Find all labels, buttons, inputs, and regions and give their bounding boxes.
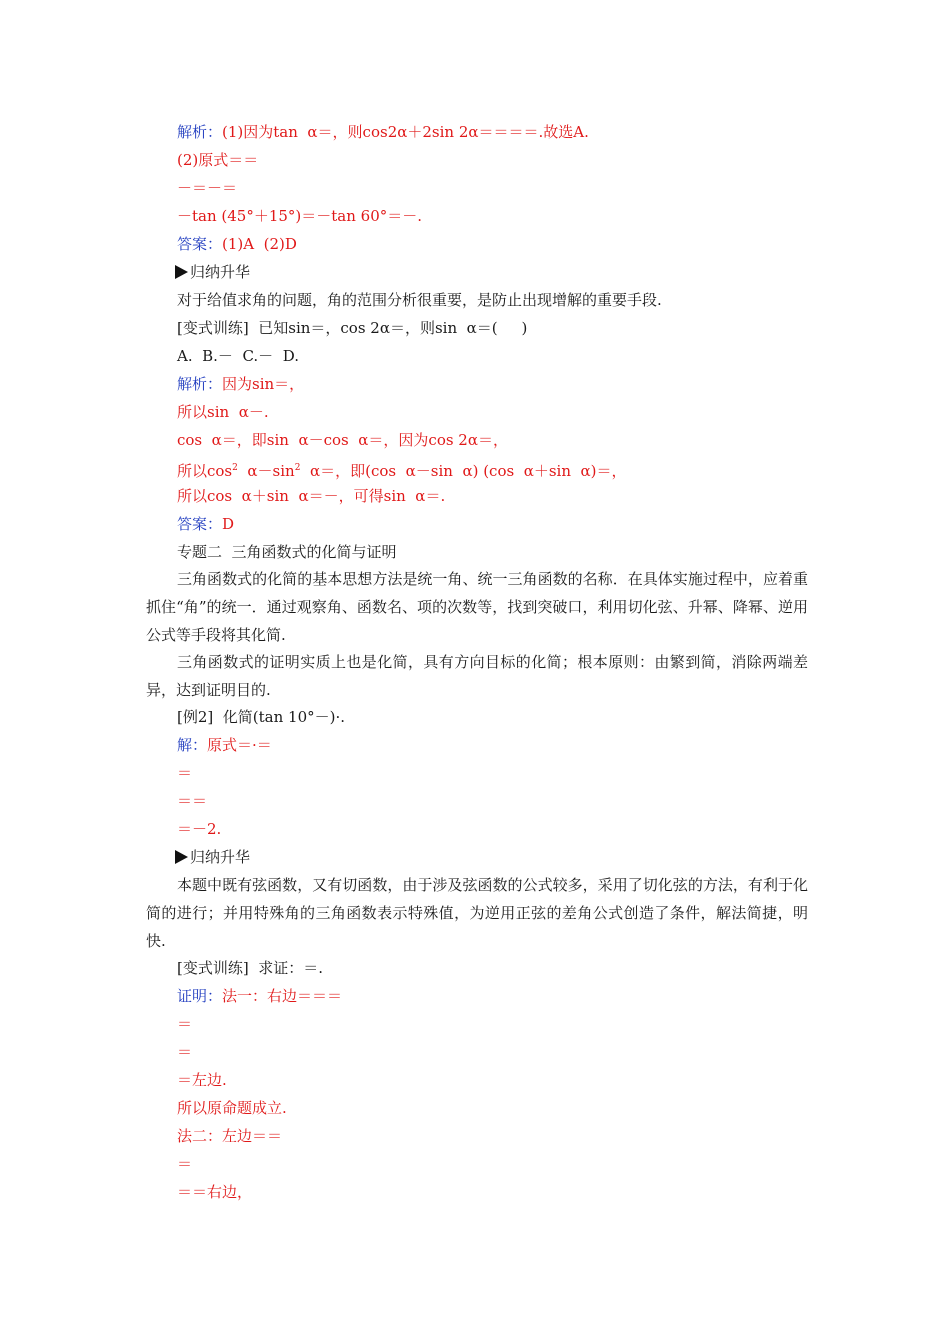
text-part: 所以cos [177, 462, 233, 480]
exercise-solution-line-4 [177, 458, 627, 478]
proof-line-7: ＝ [177, 1155, 193, 1173]
answer-text: D [222, 515, 235, 533]
solution-line-4: －tan (45°＋15°)＝－tan 60°＝－. [177, 207, 423, 225]
solution-line-1 [177, 122, 589, 142]
paragraph-2: 三角函数式的证明实质上也是化简，具有方向目标的化简；根本原则：由繁到简，消除两端差异，达到证明目的. [146, 653, 808, 699]
summary-heading-2 [175, 847, 250, 867]
summary-text-1: 对于给值求角的问题，角的范围分析很重要，是防止出现增解的重要手段. [177, 291, 662, 309]
text-part: α＝，即(cos α－sin α) (cos α＋sin α)＝， [300, 462, 627, 480]
example-solution-line-4: ＝－2. [177, 820, 222, 838]
proof-line-6: 法二：左边＝＝ [177, 1127, 283, 1145]
summary-heading-text: 归纳升华 [190, 263, 251, 281]
section-heading: 专题二 三角函数式的化简与证明 [177, 543, 397, 561]
solution-line-3: －＝－＝ [177, 179, 238, 197]
proof-text: 法一：右边＝＝＝ [222, 987, 343, 1005]
solution-label: 解析： [177, 123, 223, 141]
answer-label: 答案： [177, 235, 223, 253]
solution-text: 因为sin＝， [222, 375, 305, 393]
example-question: [例2] 化简(tan 10°－)·. [177, 708, 346, 726]
solution-line-2: (2)原式＝＝ [177, 151, 259, 169]
proof-line-4: ＝左边. [177, 1071, 227, 1089]
proof-line-8: ＝＝右边， [177, 1183, 253, 1201]
solution-text: (1)因为tan α＝，则cos2α＋2sin 2α＝＝＝＝.故选A. [222, 123, 589, 141]
summary-heading-text: 归纳升华 [190, 848, 251, 866]
proof-label: 证明： [177, 987, 223, 1005]
answer-text: (1)A (2)D [222, 235, 297, 253]
example-solution-line-3: ＝＝ [177, 792, 208, 810]
proof-line-5: 所以原命题成立. [177, 1099, 287, 1117]
exercise-solution-line-3: cos α＝，即sin α－cos α＝，因为cos 2α＝， [177, 431, 508, 449]
proof-line-2: ＝ [177, 1015, 193, 1033]
solution-text: 原式＝·＝ [207, 736, 272, 754]
exercise-question-2: [变式训练] 求证：＝. [177, 959, 324, 977]
paragraph-1: 三角函数式的化简的基本思想方法是统一角、统一三角函数的名称．在具体实施过程中，应着重抓住“角”的统一．通过观察角、函数名、项的次数等，找到突破口，利用切化弦、升幂、降幂、逆用公式等手段将其化简. [146, 570, 808, 644]
summary-heading-1 [175, 262, 250, 282]
exercise-solution-line-1 [177, 374, 304, 394]
example-solution-line-2: ＝ [177, 764, 193, 782]
exercise-solution-line-2: 所以sin α－. [177, 403, 269, 421]
answer-line-1 [177, 234, 297, 254]
superscript: 2 [232, 463, 238, 473]
proof-line-1 [177, 986, 342, 1006]
solution-label: 解： [177, 736, 208, 754]
paragraph-3: 本题中既有弦函数，又有切函数，由于涉及弦函数的公式较多，采用了切化弦的方法，有利于化简的进行；并用特殊角的三角函数表示特殊值，为逆用正弦的差角公式创造了条件，解法简捷，明快. [146, 876, 808, 950]
exercise-options-1: A. B.－ C.－ D. [177, 347, 299, 365]
triangle-marker-icon [175, 265, 188, 279]
exercise-question-1: [变式训练] 已知sin＝，cos 2α＝，则sin α＝( ) [177, 319, 528, 337]
example-solution-line-1 [177, 735, 272, 755]
answer-label: 答案： [177, 515, 223, 533]
solution-label: 解析： [177, 375, 223, 393]
proof-line-3: ＝ [177, 1043, 193, 1061]
superscript: 2 [294, 463, 301, 473]
answer-line-2 [177, 514, 234, 534]
exercise-solution-line-5: 所以cos α＋sin α＝－，可得sin α＝. [177, 487, 446, 505]
triangle-marker-icon [175, 850, 188, 864]
text-part: α－sin [237, 462, 295, 480]
